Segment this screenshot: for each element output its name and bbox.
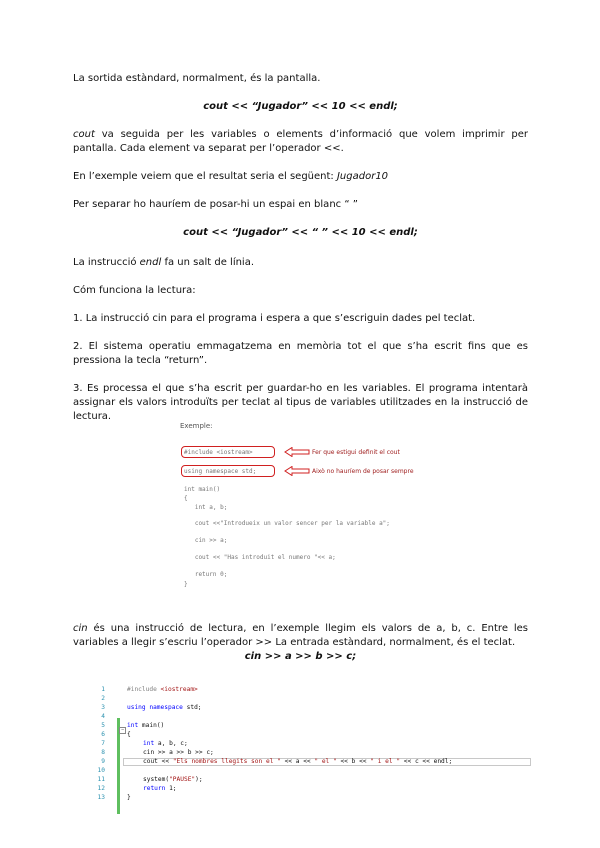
figure1-line: int main(): [184, 486, 221, 493]
close-brace: }: [127, 794, 131, 801]
code-example-cout: cout << “Jugador” << 10 << endl;: [203, 101, 398, 112]
return-keyword: return: [143, 785, 166, 792]
figure1-line: cout <<"Introdueix un valor sencer per la variable a";: [184, 520, 390, 527]
paragraph-endl: [73, 256, 528, 270]
figure-example-screenshot: [176, 420, 438, 592]
int-keyword: int: [127, 722, 139, 729]
main-signature: main(): [138, 722, 165, 729]
arrow-left-icon: [284, 447, 310, 457]
system-arg: "PAUSE": [169, 776, 196, 783]
cout-string: " i el ": [370, 758, 401, 765]
using-keyword: using namespace: [127, 704, 183, 711]
figure1-note-namespace: Això no hauríem de posar sempre: [312, 468, 414, 475]
cout-string: "Els nombres llegits son el ": [172, 758, 281, 765]
keyword-endl: endl: [139, 257, 162, 268]
endl-text-b: fa un salt de línia.: [161, 257, 255, 268]
example-result-value: Jugador10: [336, 171, 389, 182]
code-line: [91, 776, 531, 784]
heading-reading: Cóm funciona la lectura:: [73, 285, 196, 296]
code-line: [91, 731, 531, 739]
line-number: 10: [97, 767, 105, 774]
line-number: 9: [101, 758, 105, 765]
using-rest: std;: [182, 704, 202, 711]
keyword-cin: cin: [73, 623, 88, 634]
code-line: [91, 713, 531, 721]
keyword-cout: cout: [73, 129, 95, 140]
cout-part: << a <<: [280, 758, 315, 765]
line-number: 5: [101, 722, 105, 729]
paragraph-cout-description: [73, 128, 528, 156]
code-line: [91, 686, 531, 694]
step-1: 1. La instrucció cin para el programa i espera a que s’escriguin dades pel teclat.: [73, 313, 476, 324]
paragraph-output: La sortida estàndard, normalment, és la pantalla.: [73, 73, 321, 84]
line-number: 7: [101, 740, 105, 747]
line-number: 1: [101, 686, 105, 693]
line-number: 11: [97, 776, 105, 783]
collapse-icon[interactable]: −: [120, 727, 124, 733]
figure1-title: Exemple:: [180, 422, 213, 430]
figure1-line: }: [184, 581, 188, 588]
cout-part: cout <<: [143, 758, 173, 765]
line-number: 3: [101, 704, 105, 711]
line-number: 8: [101, 749, 105, 756]
code-line-highlighted: [91, 758, 531, 766]
cin-line: cin >> a >> b >> c;: [143, 749, 214, 756]
figure1-note-include: Fer que estigui definit el cout: [312, 449, 400, 456]
return-rest: 1;: [165, 785, 177, 792]
step-2: 2. El sistema operatiu emmagatzema en memòria tot el que s’ha escrit fins que es pressiona la tecla “return”.: [73, 341, 528, 366]
code-line: [91, 740, 531, 748]
code-line: [91, 785, 531, 793]
code-line: [91, 695, 531, 703]
open-brace: {: [127, 731, 131, 738]
paragraph-example-result: [73, 170, 528, 184]
figure1-line: cin >> a;: [184, 537, 228, 544]
system-end: );: [195, 776, 203, 783]
paragraph-space: Per separar ho hauríem de posar-hi un espai en blanc “ ”: [73, 199, 358, 210]
include-directive: #include: [127, 686, 161, 693]
code-line: [91, 749, 531, 757]
code-line: [91, 767, 531, 775]
figure1-line: using namespace std;: [184, 468, 257, 475]
figure1-line: #include <iostream>: [184, 449, 253, 456]
line-number: 12: [97, 785, 105, 792]
figure1-line: cout << "Has introduit el numero "<< a;: [184, 554, 336, 561]
include-library: <iostream>: [160, 686, 198, 693]
code-example-cout-space: cout << “Jugador” << “ ” << 10 << endl;: [183, 227, 418, 238]
code-line: [91, 722, 531, 730]
line-number: 4: [101, 713, 105, 720]
endl-text-a: La instrucció: [73, 257, 140, 268]
figure-ide-code: [91, 684, 531, 814]
system-call: system(: [143, 776, 170, 783]
paragraph-cin-text: és una instrucció de lectura, en l’exemple llegim els valors de a, b, c. Entre les variables a llegir s’escriu l’operador >> La entrada estàndard, normalment, és el teclat.: [73, 623, 528, 648]
line-number: 2: [101, 695, 105, 702]
cout-string: " el ": [314, 758, 337, 765]
decl-rest: a, b, c;: [154, 740, 188, 747]
example-result-text: En l’exemple veiem que el resultat seria el següent:: [73, 171, 337, 182]
figure1-line: int a, b;: [184, 504, 228, 511]
decl-keyword: int: [143, 740, 155, 747]
paragraph-cin-description: [73, 622, 528, 650]
figure1-line: {: [184, 495, 188, 502]
line-number: 6: [101, 731, 105, 738]
code-line: [91, 794, 531, 802]
arrow-left-icon: [284, 466, 310, 476]
code-line: [91, 704, 531, 712]
cout-part: << c << endl;: [400, 758, 453, 765]
figure1-line: return 0;: [184, 571, 228, 578]
cout-part: << b <<: [336, 758, 371, 765]
line-number: 13: [97, 794, 105, 801]
code-example-cin: cin >> a >> b >> c;: [244, 651, 357, 662]
paragraph-cout-text: va seguida per les variables o elements d’informació que volem imprimir per pantalla. Cada element va separat per l’operador <<.: [73, 129, 528, 154]
step-3: 3. Es processa el que s’ha escrit per guardar-ho en les variables. El programa intentarà assignar els valors introduïts per teclat al tipus de variables utilitzades en la instrucció de lectura.: [73, 383, 528, 422]
